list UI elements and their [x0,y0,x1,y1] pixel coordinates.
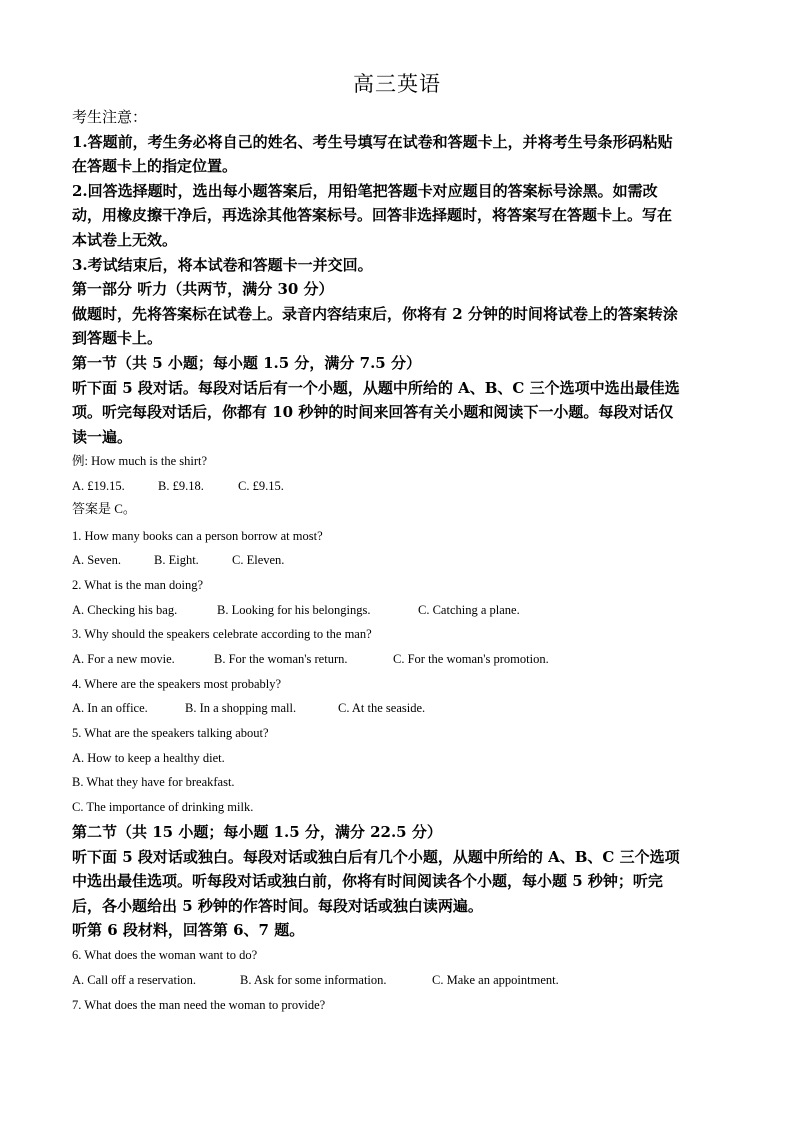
question-5: 5. What are the speakers talking about? [72,726,269,740]
section2-instruction: 后，各小题给出 5 秒钟的作答时间。每段对话或独白读两遍。 [72,897,483,915]
section1-instruction: 项。听完每段对话后，你都有 10 秒钟的时间来回答有关小题和阅读下一小题。每段对话仅 [72,403,674,421]
part1-instruction: 到答题卡上。 [72,329,163,347]
section2-instruction: 听下面 5 段对话或独白。每段对话或独白后有几个小题，从题中所给的 A、B、C 三个选项 [72,848,680,866]
option-b: B. In a shopping mall. [185,701,297,715]
notice-heading: 考生注意： [72,108,148,126]
option-b: B. Ask for some information. [240,973,387,987]
option-a: A. For a new movie. [72,652,175,666]
option-b: B. £9.18. [158,479,204,493]
question-4: 4. Where are the speakers most probably? [72,677,282,691]
question-3-options [72,650,549,668]
question-4-options [72,699,425,717]
notice-line: 1.答题前，考生务必将自己的姓名、考生号填写在试卷和答题卡上，并将考生号条形码粘贴 [72,133,673,151]
question-2-options [72,601,520,619]
section1-instruction: 听下面 5 段对话。每段对话后有一个小题，从题中所给的 A、B、C 三个选项中选出最佳选 [72,379,680,397]
section2-heading: 第二节（共 15 小题；每小题 1.5 分，满分 22.5 分） [72,823,442,841]
option-c: C. Make an appointment. [432,973,559,987]
option-b: B. Eight. [154,553,199,567]
option-b: B. For the woman's return. [214,652,348,666]
option-a: A. Call off a reservation. [72,973,197,987]
question-6: 6. What does the woman want to do? [72,948,258,962]
question-5-option-c: C. The importance of drinking milk. [72,800,254,814]
question-1-options [72,551,284,569]
option-c: C. At the seaside. [338,701,426,715]
question-5-option-a: A. How to keep a healthy diet. [72,751,225,765]
part1-heading: 第一部分 听力（共两节，满分 30 分） [72,280,334,298]
example-question: 例: How much is the shirt? [72,454,208,468]
section2-instruction: 中选出最佳选项。听每段对话或独白前，你将有时间阅读各个小题，每小题 5 秒钟；听完 [72,872,663,890]
part1-instruction: 做题时，先将答案标在试卷上。录音内容结束后，你将有 2 分钟的时间将试卷上的答案转涂 [72,305,678,323]
option-a: A. Checking his bag. [72,603,178,617]
page-title: 高三英语 [353,72,441,96]
option-a: A. £19.15. [72,479,125,493]
option-c: C. Eleven. [232,553,285,567]
section1-instruction: 读一遍。 [72,428,133,446]
section1-heading: 第一节（共 5 小题；每小题 1.5 分，满分 7.5 分） [72,354,421,372]
example-answer: 答案是 C。 [72,501,136,516]
question-2: 2. What is the man doing? [72,578,203,592]
material6-heading: 听第 6 段材料，回答第 6、7 题。 [72,921,305,939]
question-7: 7. What does the man need the woman to provide? [72,998,326,1012]
question-3: 3. Why should the speakers celebrate according to the man? [72,627,372,641]
notice-line: 3.考试结束后，将本试卷和答题卡一并交回。 [72,256,373,274]
notice-line: 2.回答选择题时，选出每小题答案后，用铅笔把答题卡对应题目的答案标号涂黑。如需改 [72,182,658,200]
question-1: 1. How many books can a person borrow at most? [72,529,323,543]
question-6-options [72,971,559,989]
example-options [72,477,284,495]
option-b: B. Looking for his belongings. [217,603,371,617]
option-a: A. Seven. [72,553,121,567]
option-c: C. Catching a plane. [418,603,520,617]
option-c: C. £9.15. [238,479,284,493]
notice-line: 在答题卡上的指定位置。 [72,157,238,175]
question-5-option-b: B. What they have for breakfast. [72,775,235,789]
option-c: C. For the woman's promotion. [393,652,549,666]
notice-line: 动，用橡皮擦干净后，再选涂其他答案标号。回答非选择题时，将答案写在答题卡上。写在 [72,206,673,224]
notice-line: 本试卷上无效。 [72,231,178,249]
option-a: A. In an office. [72,701,148,715]
